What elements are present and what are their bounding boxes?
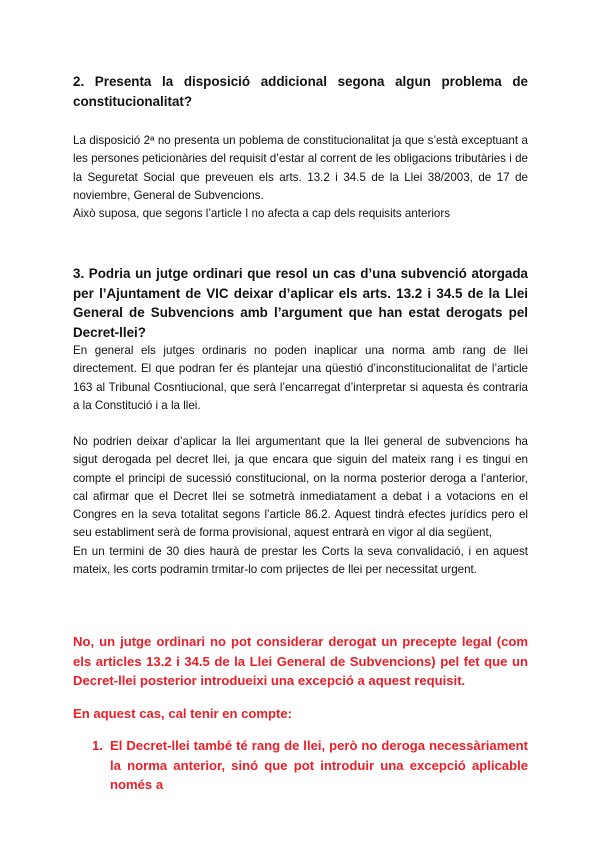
answer-3-paragraph-1: En general els jutges ordinaris no poden inaplicar una norma amb rang de llei directement. El que podran fer és plantejar una qüestió d’inconstitucionalitat de l’article 163 al Tribunal Cosntiucional, que serà l’encarregat d’interpretar si aquesta és contraria a la Constitució i a la llei.: [73, 344, 528, 412]
answer-3-block: [73, 342, 528, 415]
correction-paragraph-2: En aquest cas, cal tenir en compte:: [73, 706, 293, 721]
question-3-block: [73, 264, 528, 342]
correction-intro: [73, 704, 528, 724]
question-2-heading: 2. Presenta la disposició addicional segona algun problema de constitucionalitat?: [73, 74, 528, 109]
correction-block: [73, 632, 528, 691]
answer-2-paragraph-2: Això suposa, que segons l’article I no afecta a cap dels requisits anteriors: [73, 207, 451, 221]
list-item: [92, 736, 528, 795]
correction-paragraph-1: No, un jutge ordinari no pot considerar derogat un precepte legal (com els articles 13.2 i 34.5 de la Llei General de Subvencions) pel fet que un Decret-llei posterior introdueixi una excepció a aquest requisit.: [73, 634, 528, 689]
list-item-number: 1.: [92, 738, 103, 753]
answer-2-block: [73, 132, 528, 223]
answer-2-paragraph-1: La disposició 2ª no presenta un poblema de constitucionalitat ja que s’està exceptuant a les persones peticionàries del requisit d’estar al corrent de les obligacions tributàries i de la Seguretat Social que preveuen els arts. 13.2 i 34.5 de la Llei 38/2003, de 17 de noviembre, General de Subvencions.: [73, 134, 528, 202]
question-3-heading: 3. Podria un jutge ordinari que resol un cas d’una subvenció atorgada per l’Ajuntament de VIC deixar d’aplicar els arts. 13.2 i 34.5 de la Llei General de Subvencions amb l’argument que han estat derogats pel Decret-llei?: [73, 266, 528, 340]
answer-3-paragraph-3: En un termini de 30 dies haurà de prestar les Corts la seva convalidació, i en aquest mateix, les corts podramin trmitar-lo com prijectes de llei per necessitat urgent.: [73, 544, 528, 577]
answer-3-paragraph-2: No podrien deixar d’aplicar la llei argumentant que la llei general de subvencions ha sigut derogada pel decret llei, ja que encara que siguin del mateix rang i es tingui en compte el principi de sucessió constitucional, on la norma posterior deroga a l’anterior, cal afirmar que el Decret llei se sotmetrà inmediatament a debat i a votacions en el Congres en la seva totalitat segons l’article 86.2. Aquest tindrà efectes jurídics pero el seu establiment serà de forma provisional, aquest entrarà en vigor al dia següent,: [73, 435, 528, 540]
answer-3-block-2: [73, 433, 528, 579]
list-item-text: El Decret-llei també té rang de llei, però no deroga necessàriament la norma anterior, sinó que pot introduir una excepció aplicable només a: [110, 738, 528, 793]
question-2-block: [73, 72, 528, 111]
